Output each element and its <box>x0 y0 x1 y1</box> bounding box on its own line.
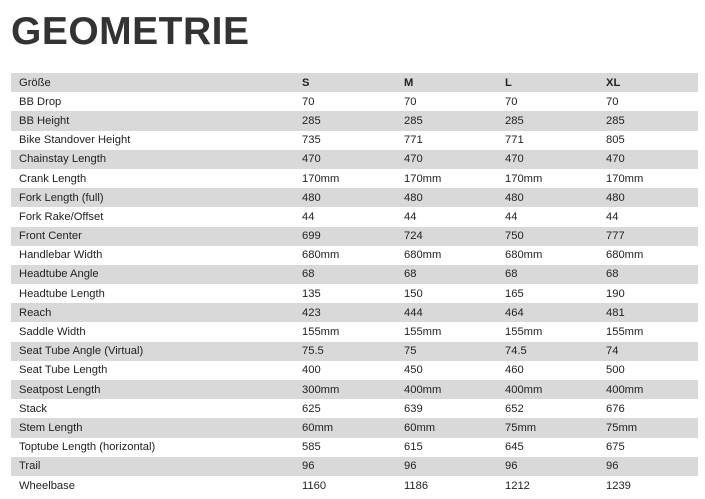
table-row <box>11 399 698 418</box>
table-row <box>11 207 698 226</box>
value-cell: 470 <box>396 150 497 169</box>
table-row <box>11 169 698 188</box>
value-cell: 96 <box>497 457 598 476</box>
value-cell: 170mm <box>497 169 598 188</box>
table-row <box>11 284 698 303</box>
value-cell: 70 <box>396 92 497 111</box>
row-label-cell: BB Height <box>11 111 294 130</box>
row-label-cell: Handlebar Width <box>11 246 294 265</box>
value-cell: 75mm <box>598 418 698 437</box>
value-cell: 645 <box>497 438 598 457</box>
value-cell: 480 <box>497 188 598 207</box>
value-cell: 170mm <box>598 169 698 188</box>
value-cell: 44 <box>598 207 698 226</box>
page-title: GEOMETRIE <box>11 10 250 53</box>
value-cell: 1212 <box>497 476 598 495</box>
table-row <box>11 303 698 322</box>
value-cell: 155mm <box>396 322 497 341</box>
header-size-2: M <box>396 73 497 92</box>
row-label-cell: Chainstay Length <box>11 150 294 169</box>
row-label-cell: BB Drop <box>11 92 294 111</box>
geometry-table <box>11 73 698 495</box>
value-cell: 805 <box>598 131 698 150</box>
table-header-row <box>11 73 698 92</box>
table-row <box>11 476 698 495</box>
value-cell: 96 <box>294 457 396 476</box>
value-cell: 70 <box>294 92 396 111</box>
row-label-cell: Stack <box>11 399 294 418</box>
value-cell: 155mm <box>598 322 698 341</box>
table-row <box>11 227 698 246</box>
value-cell: 444 <box>396 303 497 322</box>
value-cell: 724 <box>396 227 497 246</box>
value-cell: 68 <box>294 265 396 284</box>
table-row <box>11 131 698 150</box>
value-cell: 190 <box>598 284 698 303</box>
table-row <box>11 361 698 380</box>
value-cell: 44 <box>497 207 598 226</box>
value-cell: 285 <box>396 111 497 130</box>
value-cell: 74.5 <box>497 342 598 361</box>
value-cell: 165 <box>497 284 598 303</box>
value-cell: 460 <box>497 361 598 380</box>
row-label-cell: Reach <box>11 303 294 322</box>
value-cell: 699 <box>294 227 396 246</box>
row-label-cell: Front Center <box>11 227 294 246</box>
value-cell: 170mm <box>294 169 396 188</box>
value-cell: 464 <box>497 303 598 322</box>
value-cell: 96 <box>396 457 497 476</box>
value-cell: 44 <box>396 207 497 226</box>
value-cell: 400mm <box>396 380 497 399</box>
value-cell: 480 <box>294 188 396 207</box>
value-cell: 481 <box>598 303 698 322</box>
value-cell: 155mm <box>294 322 396 341</box>
row-label-cell: Crank Length <box>11 169 294 188</box>
value-cell: 771 <box>497 131 598 150</box>
value-cell: 75.5 <box>294 342 396 361</box>
table-row <box>11 438 698 457</box>
value-cell: 680mm <box>294 246 396 265</box>
value-cell: 74 <box>598 342 698 361</box>
header-size-4: XL <box>598 73 698 92</box>
table-row <box>11 380 698 399</box>
header-size-1: S <box>294 73 396 92</box>
table-row <box>11 457 698 476</box>
value-cell: 676 <box>598 399 698 418</box>
table-row <box>11 322 698 341</box>
value-cell: 70 <box>497 92 598 111</box>
row-label-cell: Headtube Length <box>11 284 294 303</box>
value-cell: 68 <box>497 265 598 284</box>
value-cell: 44 <box>294 207 396 226</box>
value-cell: 585 <box>294 438 396 457</box>
value-cell: 70 <box>598 92 698 111</box>
value-cell: 75mm <box>497 418 598 437</box>
value-cell: 680mm <box>598 246 698 265</box>
row-label-cell: Seat Tube Angle (Virtual) <box>11 342 294 361</box>
row-label-cell: Fork Length (full) <box>11 188 294 207</box>
value-cell: 400 <box>294 361 396 380</box>
row-label-cell: Headtube Angle <box>11 265 294 284</box>
header-size-3: L <box>497 73 598 92</box>
value-cell: 150 <box>396 284 497 303</box>
value-cell: 68 <box>598 265 698 284</box>
header-size-label: Größe <box>11 73 294 92</box>
value-cell: 652 <box>497 399 598 418</box>
value-cell: 735 <box>294 131 396 150</box>
row-label-cell: Trail <box>11 457 294 476</box>
value-cell: 470 <box>294 150 396 169</box>
value-cell: 480 <box>598 188 698 207</box>
value-cell: 680mm <box>396 246 497 265</box>
row-label-cell: Fork Rake/Offset <box>11 207 294 226</box>
value-cell: 470 <box>598 150 698 169</box>
table-row <box>11 265 698 284</box>
row-label-cell: Seat Tube Length <box>11 361 294 380</box>
value-cell: 675 <box>598 438 698 457</box>
value-cell: 68 <box>396 265 497 284</box>
value-cell: 500 <box>598 361 698 380</box>
table-row <box>11 246 698 265</box>
value-cell: 400mm <box>598 380 698 399</box>
value-cell: 615 <box>396 438 497 457</box>
value-cell: 400mm <box>497 380 598 399</box>
value-cell: 285 <box>598 111 698 130</box>
row-label-cell: Saddle Width <box>11 322 294 341</box>
value-cell: 470 <box>497 150 598 169</box>
table-row <box>11 418 698 437</box>
value-cell: 639 <box>396 399 497 418</box>
value-cell: 1160 <box>294 476 396 495</box>
value-cell: 285 <box>497 111 598 130</box>
row-label-cell: Toptube Length (horizontal) <box>11 438 294 457</box>
value-cell: 135 <box>294 284 396 303</box>
value-cell: 423 <box>294 303 396 322</box>
row-label-cell: Bike Standover Height <box>11 131 294 150</box>
value-cell: 75 <box>396 342 497 361</box>
value-cell: 1186 <box>396 476 497 495</box>
value-cell: 777 <box>598 227 698 246</box>
value-cell: 450 <box>396 361 497 380</box>
value-cell: 60mm <box>396 418 497 437</box>
table-row <box>11 111 698 130</box>
value-cell: 300mm <box>294 380 396 399</box>
row-label-cell: Wheelbase <box>11 476 294 495</box>
value-cell: 285 <box>294 111 396 130</box>
value-cell: 625 <box>294 399 396 418</box>
row-label-cell: Seatpost Length <box>11 380 294 399</box>
table-row <box>11 150 698 169</box>
row-label-cell: Stem Length <box>11 418 294 437</box>
value-cell: 1239 <box>598 476 698 495</box>
value-cell: 155mm <box>497 322 598 341</box>
value-cell: 680mm <box>497 246 598 265</box>
value-cell: 170mm <box>396 169 497 188</box>
table-row <box>11 188 698 207</box>
value-cell: 60mm <box>294 418 396 437</box>
value-cell: 771 <box>396 131 497 150</box>
value-cell: 750 <box>497 227 598 246</box>
value-cell: 480 <box>396 188 497 207</box>
value-cell: 96 <box>598 457 698 476</box>
table-row <box>11 342 698 361</box>
table-row <box>11 92 698 111</box>
